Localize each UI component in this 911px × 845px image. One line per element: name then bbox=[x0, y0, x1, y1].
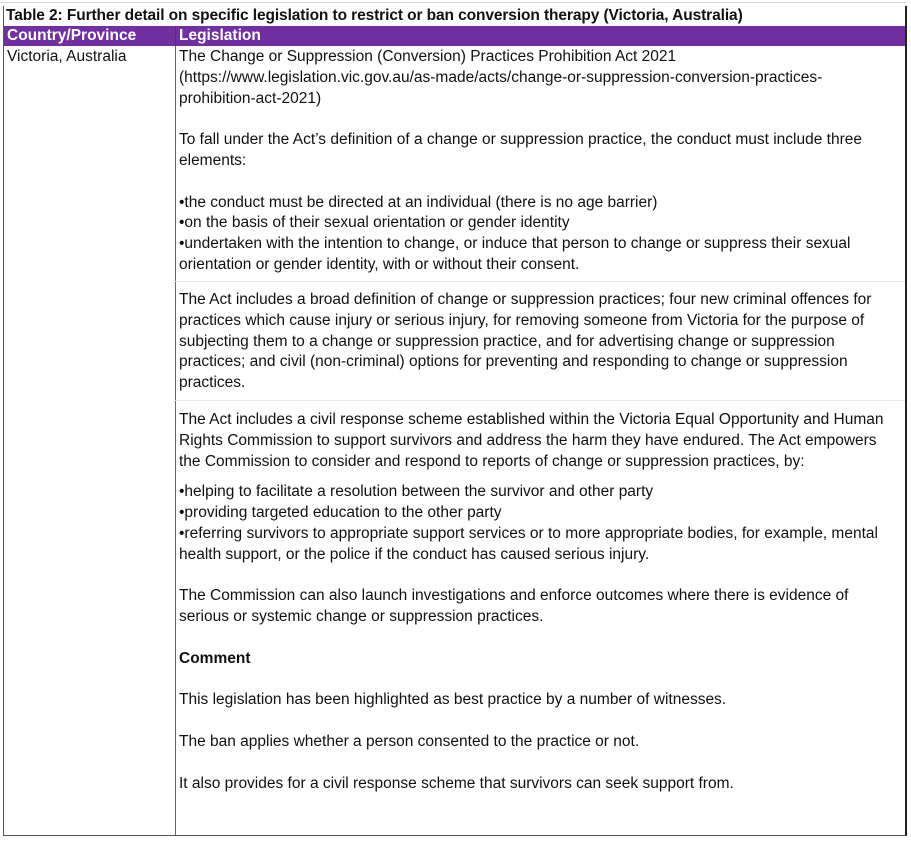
column-header-legislation: Legislation bbox=[179, 27, 261, 44]
act-url-line-1[interactable]: (https://www.legislation.vic.gov.au/as-made/acts/change-or-suppression-conversion-practices- bbox=[179, 68, 823, 86]
top-divider bbox=[0, 2, 906, 3]
row-divider bbox=[175, 281, 905, 282]
comment-heading: Comment bbox=[179, 649, 251, 667]
comment-item: The ban applies whether a person consented to the practice or not. bbox=[179, 732, 640, 750]
element-item: •the conduct must be directed at an individual (there is no age barrier) bbox=[179, 193, 658, 211]
civil-scheme-intro: The Act includes a civil response scheme established within the Victoria Equal Opportunity and Human Rights Commission to support survivors and address the harm they have endured. The Act empowers the Commission to consider and respond to reports of change or suppression practices, by: bbox=[179, 411, 884, 470]
commission-item: •referring survivors to appropriate support services or to more appropriate bodies, for example, mental health support, or the police if the conduct has caused serious injury. bbox=[179, 524, 878, 563]
act-summary: The Act includes a broad definition of change or suppression practices; four new criminal offences for practices which cause injury or serious injury, for removing someone from Victoria for the purpose of subjecting them to a change or suppression practice, and for advertising change or suppression practices; and civil (non-criminal) options for preventing and responding to change or suppression practices. bbox=[179, 291, 872, 392]
country-cell: Victoria, Australia bbox=[7, 48, 127, 65]
definition-intro: To fall under the Act’s definition of a change or suppression practice, the conduct must include three elements: bbox=[179, 131, 862, 169]
comment-item: This legislation has been highlighted as best practice by a number of witnesses. bbox=[179, 691, 727, 709]
row-divider bbox=[175, 400, 905, 401]
commission-item: •providing targeted education to the other party bbox=[179, 504, 502, 522]
legislation-block-3 bbox=[179, 410, 899, 794]
column-divider bbox=[175, 46, 176, 835]
comment-item: It also provides for a civil response scheme that survivors can seek support from. bbox=[179, 774, 734, 792]
column-header-country: Country/Province bbox=[7, 27, 137, 44]
act-name: The Change or Suppression (Conversion) Practices Prohibition Act 2021 bbox=[179, 48, 677, 65]
table-header-row bbox=[4, 26, 905, 46]
element-item: •undertaken with the intention to change, or induce that person to change or suppress their sexual orientation or gender identity, with or without their consent. bbox=[179, 235, 851, 273]
act-url-line-2[interactable]: prohibition-act-2021) bbox=[179, 89, 322, 107]
investigations-text: The Commission can also launch investigations and enforce outcomes where there is evidence of serious or systemic change or suppression practices. bbox=[179, 587, 849, 626]
element-item: •on the basis of their sexual orientation or gender identity bbox=[179, 214, 570, 232]
legislation-block-1 bbox=[179, 47, 899, 276]
commission-item: •helping to facilitate a resolution between the survivor and other party bbox=[179, 483, 654, 501]
legislation-block-2 bbox=[179, 290, 899, 394]
table-title: Table 2: Further detail on specific legislation to restrict or ban conversion therapy (Victoria, Australia) bbox=[6, 7, 743, 24]
header-divider bbox=[175, 26, 176, 46]
